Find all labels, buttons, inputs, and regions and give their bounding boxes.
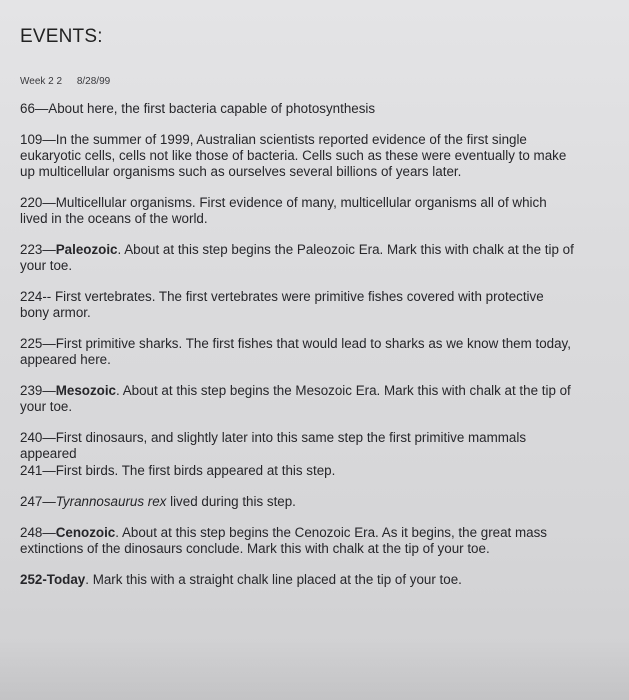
- event-number: 248—: [20, 525, 56, 540]
- page-title: EVENTS:: [20, 26, 103, 47]
- event-number: 224--: [20, 289, 55, 304]
- event-text: Multicellular organisms. First evidence of many, multicellular organisms all of which lived in the oceans of the world.: [20, 195, 547, 226]
- event-text: First birds. The first birds appeared at this step.: [55, 463, 336, 478]
- event-text: First dinosaurs, and slightly later into this same step the first primitive mammals appeared: [20, 430, 527, 461]
- week-label: Week 2 2: [20, 76, 63, 87]
- event-entry-240: [20, 430, 575, 462]
- events-list: [20, 101, 620, 588]
- era-name: Mesozoic: [55, 383, 117, 398]
- event-text: In the summer of 1999, Australian scientists reported evidence of the first single eukaryotic cells, cells not like those of bacteria. Cells such as these were eventually to make up multicellular organisms such as ourselves several billions of years later.: [20, 132, 567, 179]
- event-number: 223—: [20, 242, 56, 257]
- event-entry-241: [20, 463, 575, 479]
- event-entry-66: [20, 101, 575, 117]
- event-number: 241—: [20, 463, 56, 478]
- event-entry-252: [20, 572, 575, 588]
- event-text: . About at this step begins the Paleozoic Era. Mark this with chalk at the tip of your toe.: [20, 242, 574, 273]
- event-text: First primitive sharks. The first fishes that would lead to sharks as we know them today, appeared here.: [20, 336, 571, 367]
- event-text: . About at this step begins the Mesozoic Era. Mark this with chalk at the tip of your toe.: [20, 383, 571, 414]
- event-number: 239—: [20, 383, 56, 398]
- event-entry-247: [20, 494, 575, 510]
- event-text: lived during this step.: [166, 494, 296, 509]
- today-label: 252-Today: [20, 572, 86, 587]
- event-entry-223: [20, 242, 575, 274]
- era-name: Cenozoic: [55, 525, 116, 540]
- event-number: 66—: [20, 101, 49, 116]
- species-name: Tyrannosaurus rex: [55, 494, 167, 509]
- document-meta: [20, 76, 620, 87]
- event-number: 109—: [20, 132, 56, 147]
- event-number: 225—: [20, 336, 56, 351]
- date-label: 8/28/99: [76, 76, 111, 87]
- event-text: . Mark this with a straight chalk line placed at the tip of your toe.: [85, 572, 462, 587]
- event-entry-248: [20, 525, 575, 557]
- document-body: [20, 26, 620, 603]
- event-entry-224: [20, 289, 575, 321]
- photo-shadow: [0, 640, 629, 700]
- event-entry-239: [20, 383, 575, 415]
- event-text: About here, the first bacteria capable of photosynthesis: [48, 101, 376, 116]
- event-entry-225: [20, 336, 575, 368]
- event-number: 247—: [20, 494, 56, 509]
- event-number: 240—: [20, 430, 56, 445]
- event-entry-109: [20, 132, 575, 180]
- event-entry-220: [20, 195, 575, 227]
- event-text: First vertebrates. The first vertebrates were primitive fishes covered with protective bony armor.: [20, 289, 544, 320]
- event-text: . About at this step begins the Cenozoic Era. As it begins, the great mass extinctions of the dinosaurs conclude. Mark this with chalk at the tip of your toe.: [20, 525, 547, 556]
- era-name: Paleozoic: [55, 242, 118, 257]
- event-number: 220—: [20, 195, 56, 210]
